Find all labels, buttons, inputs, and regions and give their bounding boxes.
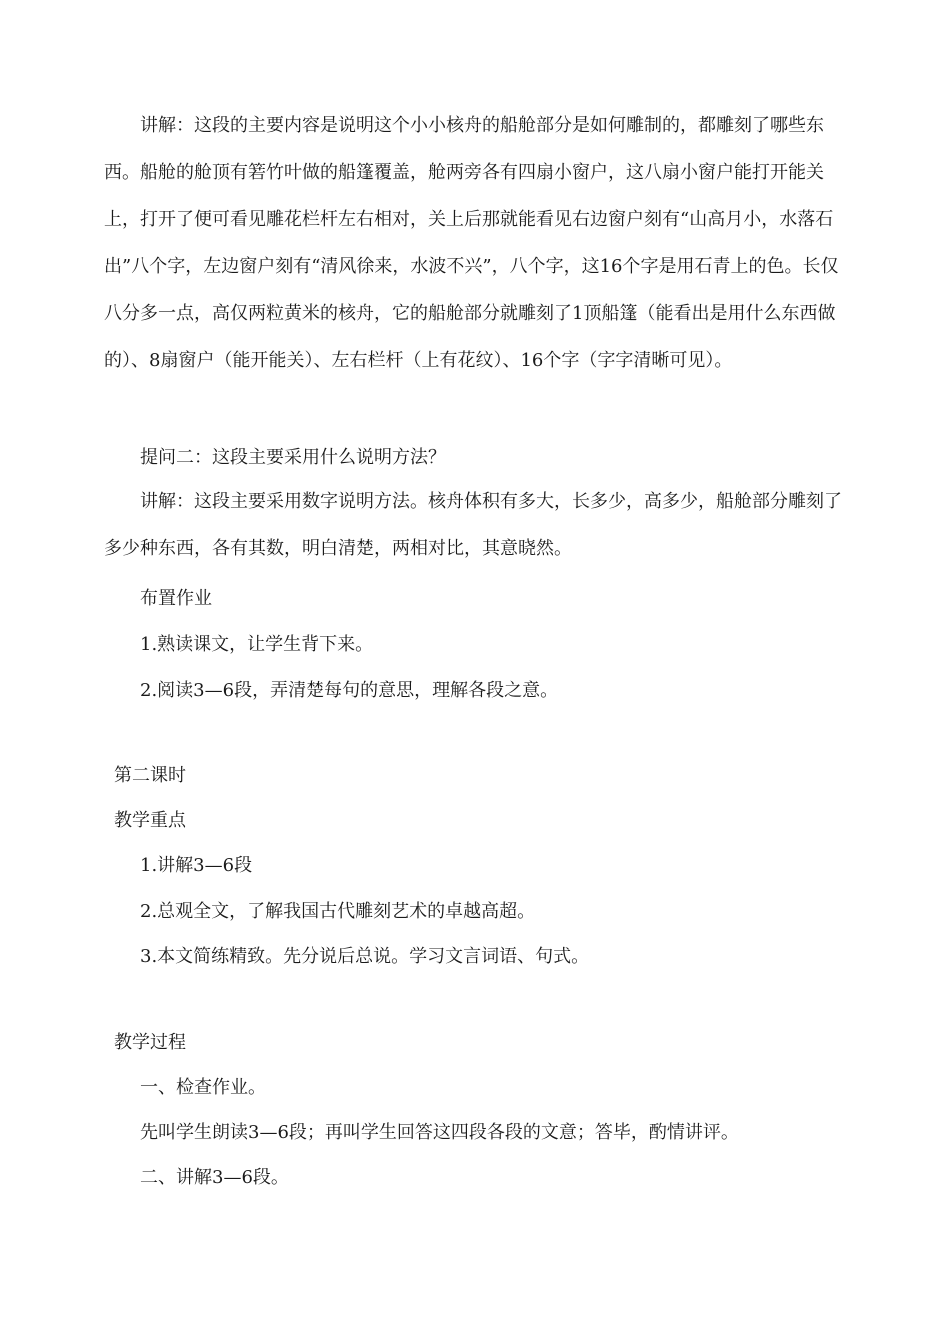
question-two: 提问二：这段主要采用什么说明方法？ xyxy=(140,447,446,468)
homework-item-1: 1.熟读课文，让学生背下来。 xyxy=(140,634,374,655)
process-step-1: 一、检查作业。 xyxy=(140,1077,266,1098)
process-step-2: 二、讲解3—6段。 xyxy=(140,1167,289,1188)
focus-item-1: 1.讲解3—6段 xyxy=(140,855,253,876)
focus-item-3: 3.本文简练精致。先分说后总说。学习文言词语、句式。 xyxy=(140,946,590,967)
teaching-focus-title: 教学重点 xyxy=(114,810,186,831)
lesson-two-title: 第二课时 xyxy=(114,765,186,786)
focus-item-2: 2.总观全文，了解我国古代雕刻艺术的卓越高超。 xyxy=(140,901,536,922)
process-step-1-text: 先叫学生朗读3—6段；再叫学生回答这四段各段的文意；答毕，酌情讲评。 xyxy=(140,1122,739,1143)
teaching-process-title: 教学过程 xyxy=(114,1032,186,1053)
homework-title: 布置作业 xyxy=(140,588,212,609)
explanation-paragraph-2: 讲解：这段主要采用数字说明方法。核舟体积有多大，长多少，高多少，船舱部分雕刻了多少种东西，各有其数，明白清楚，两相对比，其意晓然。 xyxy=(104,491,842,559)
homework-item-2: 2.阅读3—6段，弄清楚每句的意思，理解各段之意。 xyxy=(140,680,559,701)
explanation-paragraph-1: 讲解：这段的主要内容是说明这个小小核舟的船舱部分是如何雕制的，都雕刻了哪些东西。船舱的舱顶有箬竹叶做的船篷覆盖，舱两旁各有四扇小窗户，这八扇小窗户能打开能关上，打开了便可看见雕花栏杆左右相对，关上后那就能看见右边窗户刻有“山高月小，水落石出”八个字，左边窗户刻有“清风徐来，水波不兴”，八个字，这16个字是用石青上的色。长仅八分多一点，高仅两粒黄米的核舟，它的船舱部分就雕刻了1顶船篷（能看出是用什么东西做的）、8扇窗户（能开能关）、左右栏杆（上有花纹）、16个字（字字清晰可见）。 xyxy=(104,115,839,371)
